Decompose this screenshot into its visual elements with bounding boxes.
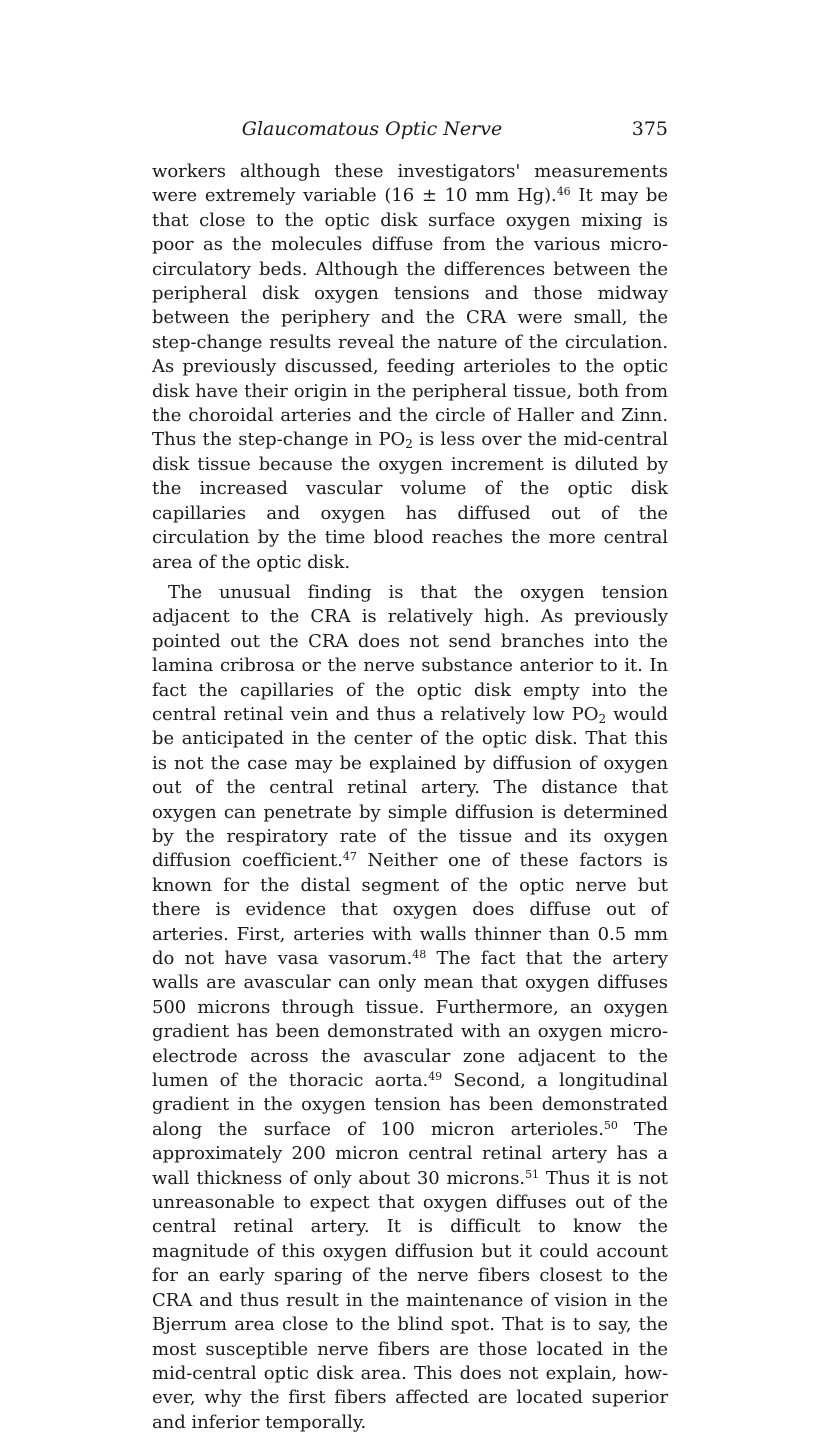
reference-46: 46 xyxy=(556,185,571,199)
reference-51: 51 xyxy=(525,1167,539,1181)
paragraph-2 xyxy=(152,581,668,1435)
paragraph-2-text-2: would be anticipated in the center of the optic disk. That this is not the case may be explained by diffusion of oxygen out of the central retinal artery. The distance that oxygen can penetrate by simple diffusion is determined by the respiratory rate of the tissue and its oxygen diffusion coefficient. xyxy=(152,703,668,872)
reference-50: 50 xyxy=(603,1118,618,1132)
reference-48: 48 xyxy=(412,948,427,961)
paragraph-2-text-7: Thus it is not unreasonable to expect that oxygen diffuses out of the central retinal artery. It is difficult to know the magnitude of this oxygen diffusion but it could account for an early sparing of the nerve fibers closest to the CRA and thus result in the maintenance of vision in the Bjerrum area close to the blind spot. That is to say, the most susceptible nerve fibers are those located in the mid-central optic disk area. This does not explain, how-ever, why the first fibers affected are located superior and inferior temporally. xyxy=(152,1167,668,1433)
paragraph-1 xyxy=(152,160,668,575)
running-head xyxy=(152,118,668,142)
running-title: Glaucomatous Optic Nerve xyxy=(241,118,503,140)
subscript-2: 2 xyxy=(405,437,413,452)
paragraph-2-text-6: The approximately 200 micron central retinal artery has a wall thickness of only about 30 microns. xyxy=(152,1118,668,1189)
paragraph-2-text-5: Second, a longitudinal gradient in the oxygen tension has been demonstrated along the surface of 100 micron arterioles. xyxy=(152,1070,668,1140)
paragraph-1-text-2: It may be that close to the optic disk surface oxygen mixing is poor as the molecules diffuse from the various micro-circulatory beds. Although the differences between the peripheral disk oxygen tensions and those midway between the periphery and the CRA were small, the step-change results reveal the nature of the circulation. As previously discussed, feeding arterioles to the optic disk have their origin in the peripheral tissue, both from the choroidal arteries and the circle of Haller and Zinn. Thus the step-change in PO xyxy=(152,185,668,451)
page-number: 375 xyxy=(631,118,668,140)
paragraph-2-text-1: The unusual finding is that the oxygen tension adjacent to the CRA is relatively high. As previously pointed out the CRA does not send branches into the lamina cribrosa or the nerve substance anterior to it. In fact the capillaries of the optic disk empty into the central retinal vein and thus a relatively low PO xyxy=(152,581,668,725)
paragraph-2-text-4: The fact that the artery walls are avascular can only mean that oxygen diffuses 500 microns through tissue. Furthermore, an oxygen gradient has been demonstrated with an oxygen micro-electrode across the avascular zone adjacent to the lumen of the thoracic aorta. xyxy=(152,948,668,1092)
paragraph-2-text-3: Neither one of these factors is known for the distal segment of the optic nerve but there is evidence that oxygen does diffuse out of arteries. First, arteries with walls thinner than 0.5 mm do not have vasa vasorum. xyxy=(152,850,668,969)
paragraph-1-text-1: workers although these investigators' measurements were extremely variable (16 ± 10 mm Hg). xyxy=(152,161,668,207)
reference-49: 49 xyxy=(428,1070,443,1084)
subscript-2: 2 xyxy=(598,711,607,726)
reference-47: 47 xyxy=(342,850,357,864)
paragraph-1-text-3: is less over the mid-central disk tissue because the oxygen increment is diluted by the increased vascular volume of the optic disk capillaries and oxygen has diffused out of the circulation by the time blood reaches the more central area of the optic disk. xyxy=(152,429,668,573)
body-text xyxy=(152,160,668,1435)
